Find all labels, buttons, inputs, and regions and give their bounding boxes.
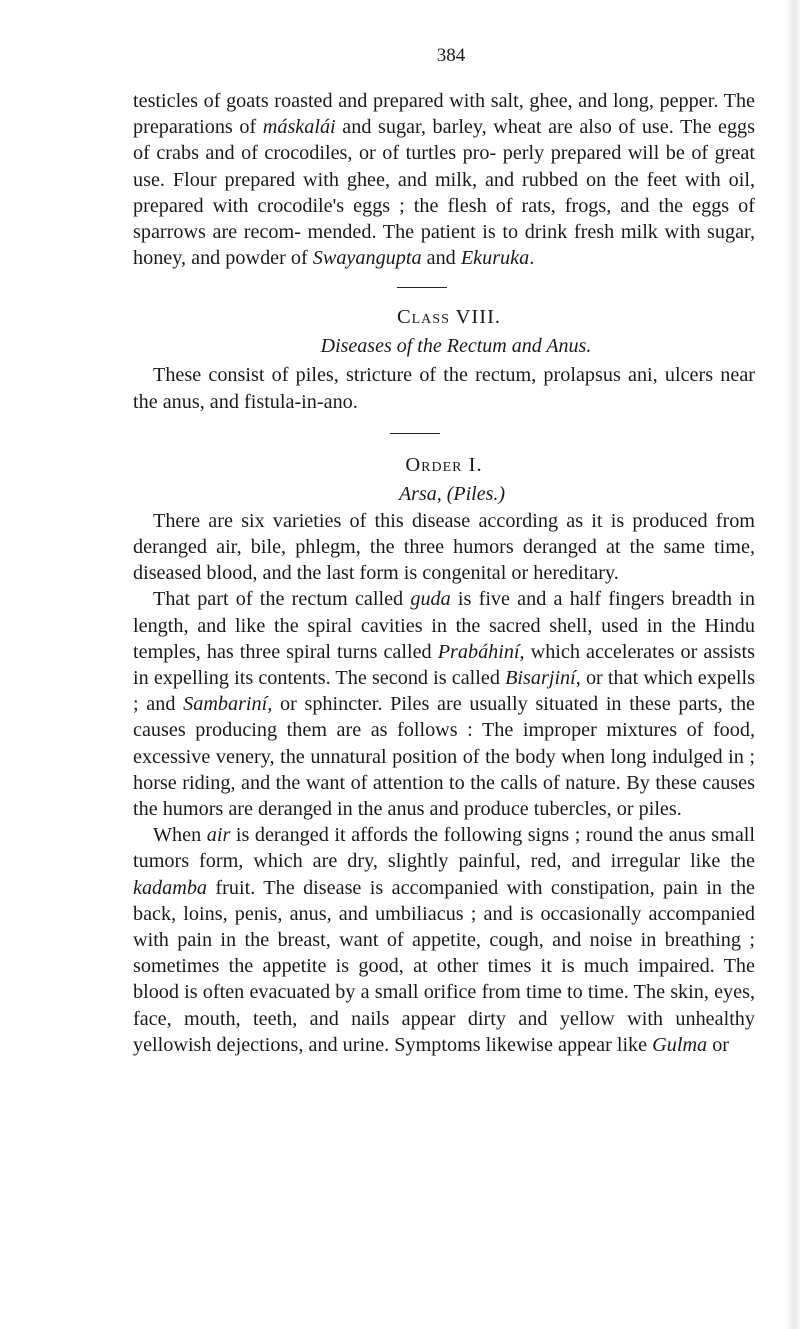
text-run: testicles of goats roasted and prepared with salt, ghee, and long, pepper. The preparations of xyxy=(133,90,755,139)
page-edge xyxy=(786,0,800,1329)
text-run: is deranged it affords the following signs ; round the anus small tumors form, which are dry, slightly painful, red, and irregular like the xyxy=(133,824,755,873)
section-rule xyxy=(397,287,447,288)
paragraph-1 xyxy=(133,88,755,271)
italic-term: Bisarjiní, xyxy=(505,667,581,690)
text-run: and sugar, barley, wheat are also of use. The eggs of crabs and of crocodiles, or of turtles pro- perly prepared will be of great use. Flour prepared with ghee, and milk, and rubbed on the feet with oil, prepared with crocodile's eggs ; the flesh of rats, frogs, and the eggs of sparrows are recom- mended. The patient is to drink fresh milk with sugar, honey, and powder of xyxy=(133,116,755,270)
text-run: fruit. The disease is accompanied with constipation, pain in the back, loins, penis, anus, and umbiliacus ; and is occasionally accompanied with pain in the breast, want of appetite, cough, and noise in breathing ; sometimes the appetite is good, at other times it is much impaired. The blood is often evacuated by a small orifice from time to time. The skin, eyes, face, mouth, teeth, and nails appear dirty and yellow with unhealthy yellowish dejections, and urine. Symptoms likewise appear like xyxy=(133,876,755,1056)
order-subheading xyxy=(133,480,755,508)
italic-term: Swayangupta xyxy=(312,247,422,270)
paragraph-2: These consist of piles, stricture of the rectum, prolapsus ani, ulcers near the anus, and fistula-in-ano. xyxy=(133,364,755,413)
italic-term: Ekuruka xyxy=(460,247,530,270)
order-name: Arsa, xyxy=(398,482,442,505)
book-page xyxy=(133,44,755,1058)
text-run: . xyxy=(529,247,535,270)
italic-term: guda xyxy=(410,588,451,611)
section-rule xyxy=(390,433,440,434)
italic-term: air xyxy=(206,824,231,847)
paragraph-3: There are six varieties of this disease according as it is produced from deranged air, bile, phlegm, the three humors deranged at the same time, diseased blood, and the last form is congenital or hereditary. xyxy=(133,509,755,585)
class-subheading: Diseases of the Rectum and Anus. xyxy=(320,335,592,358)
italic-term: Gulma xyxy=(652,1033,708,1056)
text-run: That part of the rectum called xyxy=(153,588,411,611)
order-heading: Order I. xyxy=(405,453,483,476)
text-run: When xyxy=(153,824,207,847)
italic-term: Prabáhiní, xyxy=(437,640,525,663)
paragraph-5 xyxy=(133,822,755,1058)
text-run: or sphincter. Piles are usually situated in these parts, the causes producing them are as follows : The improper mixtures of food, excessive venery, the unnatural position of the body when long indulged in ; horse riding, and the want of attention to the calls of nature. By these causes the humors are deranged in the anus and produce tubercles, or piles. xyxy=(133,693,755,821)
page-number: 384 xyxy=(436,45,466,66)
text-run: and xyxy=(421,247,461,270)
text-run: which accelerates or assists in expelling its contents. The second is called xyxy=(133,640,755,690)
class-heading: Class VIII. xyxy=(396,306,502,329)
italic-term: máskalái xyxy=(262,116,336,139)
text-run: or xyxy=(707,1033,730,1056)
italic-term: kadamba xyxy=(133,876,208,899)
italic-term: Sambariní, xyxy=(183,693,273,716)
text-run: or that which expells ; and xyxy=(133,667,755,716)
order-gloss: (Piles.) xyxy=(446,482,506,505)
paragraph-4 xyxy=(133,586,755,822)
text-run: is five and a half fingers breadth in length, and like the spiral cavities in the sacred shell, used in the Hindu temples, has three spiral turns called xyxy=(133,588,755,663)
